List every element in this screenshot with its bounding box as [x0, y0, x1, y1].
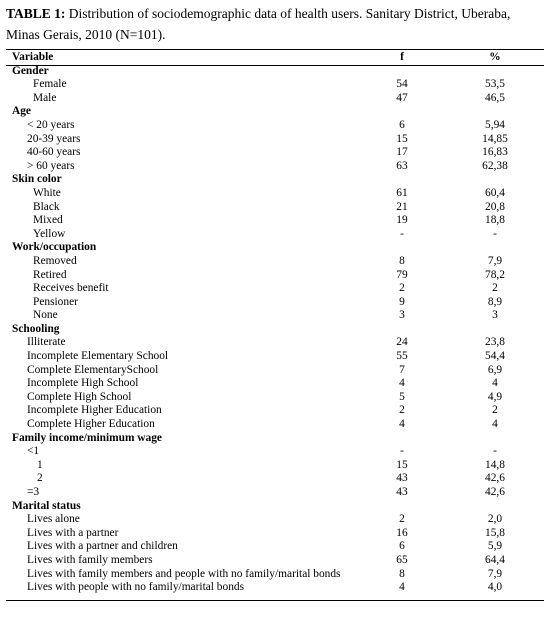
- category-label: Skin color: [12, 173, 62, 186]
- frequency-cell: 3: [399, 309, 405, 322]
- frequency-cell: 8: [399, 567, 405, 580]
- row-label: Lives with people with no family/marital bonds: [27, 581, 245, 594]
- percent-cell: 4: [492, 377, 498, 390]
- row-label: 2: [37, 472, 43, 485]
- row-label: =3: [27, 486, 40, 498]
- category-label: Age: [12, 105, 31, 118]
- table-header-row: [6, 51, 544, 65]
- frequency-cell: 24: [396, 336, 408, 349]
- table-row: [6, 146, 544, 160]
- table-row: [6, 581, 544, 595]
- row-label: 40-60 years: [27, 146, 81, 159]
- frequency-cell: 2: [399, 282, 405, 295]
- table-row: [6, 391, 544, 405]
- row-label: Illiterate: [27, 336, 66, 349]
- table-row: [6, 472, 544, 486]
- frequency-cell: -: [400, 445, 404, 458]
- frequency-cell: 2: [399, 404, 405, 417]
- row-label: Lives with family members and people with no family/marital bonds: [27, 567, 341, 580]
- category-row: [6, 323, 544, 337]
- table-row: [6, 459, 544, 473]
- row-label: Lives with a partner and children: [27, 540, 178, 553]
- category-label: Schooling: [12, 322, 60, 335]
- table-row: [6, 350, 544, 364]
- percent-cell: 14,85: [482, 132, 508, 145]
- table-row: [6, 133, 544, 147]
- row-label: Receives benefit: [33, 282, 109, 295]
- table-row: [6, 513, 544, 527]
- frequency-cell: 63: [396, 159, 408, 172]
- percent-cell: 20,8: [485, 200, 505, 213]
- percent-cell: 23,8: [485, 336, 505, 349]
- frequency-cell: 17: [396, 146, 408, 159]
- category-row: [6, 105, 544, 119]
- frequency-cell: 4: [399, 581, 405, 594]
- percent-cell: -: [493, 227, 497, 240]
- percent-cell: 15,8: [485, 526, 505, 539]
- row-label: 20-39 years: [27, 132, 81, 145]
- percent-cell: 53,5: [485, 78, 505, 91]
- row-label: <1: [27, 445, 40, 458]
- table-row: [6, 228, 544, 242]
- table-row: [6, 377, 544, 391]
- row-label: Pensioner: [33, 295, 78, 308]
- percent-cell: 5,94: [485, 118, 505, 131]
- row-label: Complete High School: [27, 390, 132, 403]
- frequency-cell: 43: [396, 486, 408, 498]
- percent-cell: 7,9: [487, 567, 503, 580]
- frequency-cell: 55: [396, 350, 408, 363]
- table-caption-label: TABLE 1:: [6, 6, 66, 21]
- row-label: 1: [37, 458, 43, 471]
- table-row: [6, 119, 544, 133]
- percent-cell: 4,0: [487, 581, 503, 594]
- row-label: Lives with family members: [27, 553, 153, 566]
- table-row: [6, 269, 544, 283]
- table-row: [6, 201, 544, 215]
- percent-cell: 46,5: [485, 91, 505, 104]
- category-row: [6, 173, 544, 187]
- percent-cell: 2: [492, 282, 498, 295]
- table-row: [6, 187, 544, 201]
- row-label: Incomplete Higher Education: [27, 404, 162, 417]
- frequency-cell: 8: [399, 254, 405, 267]
- table-row: [6, 78, 544, 92]
- table-row: [6, 255, 544, 269]
- table-body: [6, 65, 544, 595]
- percent-cell: 7,9: [487, 254, 503, 267]
- frequency-cell: 15: [396, 132, 408, 145]
- percent-cell: 42,6: [485, 486, 505, 498]
- frequency-cell: 4: [399, 418, 405, 431]
- table-row: [6, 540, 544, 554]
- row-label: Lives alone: [27, 513, 80, 526]
- row-label: None: [33, 309, 58, 322]
- frequency-cell: 61: [396, 186, 408, 199]
- frequency-cell: 79: [396, 268, 408, 281]
- row-label: Incomplete High School: [27, 377, 139, 390]
- row-label: White: [33, 186, 61, 199]
- percent-cell: 78,2: [485, 268, 505, 281]
- table-row: [6, 486, 544, 500]
- row-label: Complete ElementarySchool: [27, 363, 159, 376]
- table-row: [6, 418, 544, 432]
- frequency-cell: 9: [399, 295, 405, 308]
- table-row: [6, 554, 544, 568]
- row-label: Female: [33, 78, 67, 91]
- percent-cell: 2,0: [487, 513, 503, 526]
- percent-cell: 18,8: [485, 214, 505, 227]
- bottom-rule: [6, 600, 544, 601]
- frequency-cell: 65: [396, 553, 408, 566]
- row-label: Incomplete Elementary School: [27, 350, 169, 363]
- percent-cell: 54,4: [485, 350, 505, 363]
- frequency-cell: 6: [399, 540, 405, 553]
- table-row: [6, 336, 544, 350]
- frequency-cell: 7: [399, 363, 405, 376]
- header-f: f: [400, 51, 404, 63]
- category-label: Marital status: [12, 499, 81, 512]
- top-rule: [6, 49, 544, 50]
- table-row: [6, 527, 544, 541]
- frequency-cell: 4: [399, 377, 405, 390]
- row-label: Lives with a partner: [27, 526, 119, 539]
- frequency-cell: 16: [396, 526, 408, 539]
- frequency-cell: 21: [396, 200, 408, 213]
- frequency-cell: -: [400, 227, 404, 240]
- table-row: [6, 282, 544, 296]
- percent-cell: 4,9: [487, 390, 503, 403]
- row-label: Male: [33, 91, 57, 104]
- category-row: [6, 65, 544, 79]
- row-label: Removed: [33, 254, 77, 267]
- frequency-cell: 19: [396, 214, 408, 227]
- row-label: Complete Higher Education: [27, 418, 155, 431]
- table-caption-text: Distribution of sociodemographic data of health users. Sanitary District, Uberaba, Minas Gerais, 2010 (N=101).: [6, 6, 511, 42]
- percent-cell: 42,6: [485, 472, 505, 485]
- category-row: [6, 241, 544, 255]
- frequency-cell: 15: [396, 458, 408, 471]
- percent-cell: 4: [492, 418, 498, 431]
- category-row: [6, 432, 544, 446]
- table-row: [6, 404, 544, 418]
- table-row: [6, 364, 544, 378]
- table-caption: [6, 3, 546, 45]
- frequency-cell: 5: [399, 390, 405, 403]
- category-label: Family income/minimum wage: [12, 431, 162, 444]
- table-row: [6, 296, 544, 310]
- header-pct: %: [489, 51, 501, 63]
- header-rule: [6, 65, 544, 66]
- percent-cell: 14,8: [485, 458, 505, 471]
- percent-cell: 3: [492, 309, 498, 322]
- percent-cell: 6,9: [487, 363, 503, 376]
- row-label: Black: [33, 200, 60, 213]
- row-label: Yellow: [33, 227, 66, 240]
- frequency-cell: 47: [396, 91, 408, 104]
- frequency-cell: 2: [399, 513, 405, 526]
- table-row: [6, 160, 544, 174]
- frequency-cell: 6: [399, 118, 405, 131]
- percent-cell: 62,38: [482, 159, 508, 172]
- percent-cell: 5,9: [487, 540, 503, 553]
- row-label: > 60 years: [27, 159, 75, 172]
- category-row: [6, 500, 544, 514]
- table-row: [6, 309, 544, 323]
- row-label: < 20 years: [27, 118, 75, 131]
- percent-cell: -: [493, 445, 497, 458]
- row-label: Retired: [33, 268, 67, 281]
- percent-cell: 64,4: [485, 553, 505, 566]
- percent-cell: 8,9: [487, 295, 503, 308]
- table-row: [6, 214, 544, 228]
- table-row: [6, 92, 544, 106]
- percent-cell: 16,83: [482, 146, 508, 159]
- frequency-cell: 43: [396, 472, 408, 485]
- row-label: Mixed: [33, 214, 63, 227]
- frequency-cell: 54: [396, 78, 408, 91]
- header-variable: Variable: [12, 51, 54, 63]
- table-row: [6, 568, 544, 582]
- percent-cell: 2: [492, 404, 498, 417]
- category-label: Work/occupation: [12, 241, 97, 254]
- percent-cell: 60,4: [485, 186, 505, 199]
- category-label: Gender: [12, 64, 49, 77]
- data-table: [6, 51, 544, 595]
- table-row: [6, 445, 544, 459]
